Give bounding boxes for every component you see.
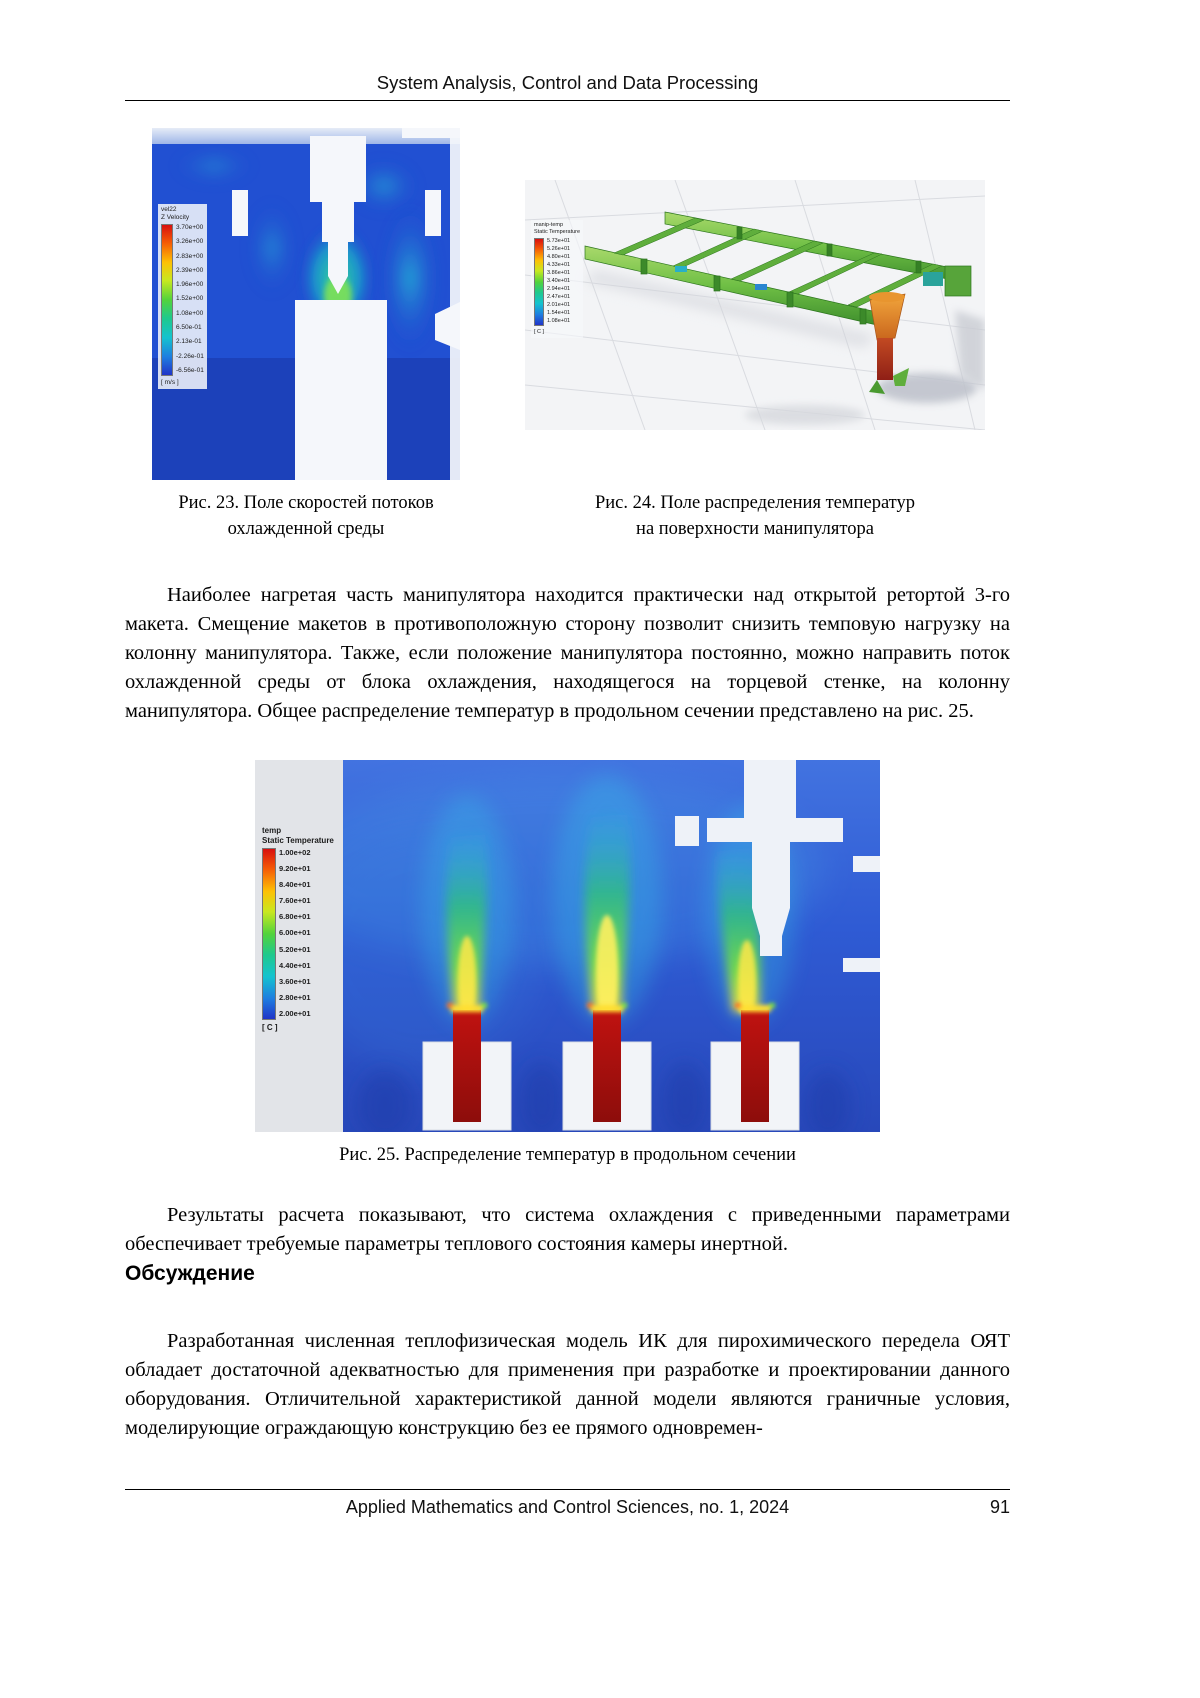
figure-24-manipulator-temperature xyxy=(525,180,985,430)
fig23-legend xyxy=(158,204,207,389)
legend-subtitle: Static Temperature xyxy=(534,229,581,235)
figure-23-velocity-field xyxy=(152,128,460,480)
color-bar xyxy=(534,238,544,326)
caption-line: Рис. 24. Поле распределения температур xyxy=(594,493,916,513)
legend-value: 2.47e+01 xyxy=(547,294,571,300)
color-bar xyxy=(161,224,173,376)
legend-value: 1.08e+01 xyxy=(547,318,571,324)
figure-24-caption xyxy=(525,490,985,542)
running-footer xyxy=(125,1497,1010,1518)
legend-values xyxy=(279,848,311,1018)
legend-value: 2.00e+01 xyxy=(279,1008,311,1018)
legend-value: 6.80e+01 xyxy=(279,912,311,922)
legend-value: 1.54e+01 xyxy=(547,310,571,316)
figure-25-temperature-section xyxy=(255,760,880,1132)
journal-title: Applied Mathematics and Control Sciences, no. 1, 2024 xyxy=(345,1497,790,1517)
legend-value: 2.13e-01 xyxy=(176,338,202,346)
figure-23-caption xyxy=(152,490,460,542)
legend-value: 2.01e+01 xyxy=(547,302,571,308)
legend-values xyxy=(547,238,570,324)
legend-value: 1.08e+00 xyxy=(176,309,204,317)
color-bar xyxy=(262,848,276,1020)
temperature-section-svg xyxy=(255,760,880,1132)
legend-value: 1.00e+02 xyxy=(279,848,311,857)
legend-subtitle: Z Velocity xyxy=(161,214,190,221)
legend-unit: [ C ] xyxy=(534,329,545,335)
legend-title: temp xyxy=(262,826,282,835)
paragraph: Результаты расчета показывают, что система охлаждения с приведенными параметрами обеспечивает требуемые параметры теплового состояния камеры инертной. xyxy=(125,1203,1010,1255)
legend-value: 9.20e+01 xyxy=(279,864,311,874)
legend-subtitle: Static Temperature xyxy=(262,836,334,845)
legend-value: 5.26e+01 xyxy=(547,246,571,252)
legend-values xyxy=(176,224,204,374)
caption-line: Рис. 23. Поле скоростей потоков xyxy=(178,493,434,513)
legend-value: 5.73e+01 xyxy=(547,238,571,244)
legend-value: 8.40e+01 xyxy=(279,880,311,890)
legend-value: 1.96e+00 xyxy=(176,281,204,289)
caption-line: на поверхности манипулятора xyxy=(636,519,874,539)
legend-title: manip-temp xyxy=(534,222,564,228)
manipulator-3d-svg xyxy=(525,180,985,430)
discussion-heading: Обсуждение xyxy=(125,1262,255,1285)
legend-value: 3.70e+00 xyxy=(176,224,204,231)
legend-value: 2.83e+00 xyxy=(176,252,204,260)
page-number: 91 xyxy=(989,1497,1010,1517)
caption-line: охлажденной среды xyxy=(227,519,385,539)
legend-value: -2.26e-01 xyxy=(176,352,204,360)
legend-value: -6.56e-01 xyxy=(176,366,204,374)
legend-value: 3.40e+01 xyxy=(547,278,571,284)
header-rule xyxy=(125,100,1010,101)
legend-value: 6.00e+01 xyxy=(279,928,311,938)
fig25-legend xyxy=(259,824,337,1035)
legend-value: 2.94e+01 xyxy=(547,286,571,292)
footer-rule xyxy=(125,1489,1010,1490)
legend-value: 3.26e+00 xyxy=(176,238,204,246)
legend-unit: [ m/s ] xyxy=(161,379,179,386)
legend-value: 1.52e+00 xyxy=(176,295,204,303)
running-header: System Analysis, Control and Data Processing xyxy=(376,72,759,93)
legend-value: 2.39e+00 xyxy=(176,266,204,274)
legend-value: 5.20e+01 xyxy=(279,944,311,954)
legend-value: 3.60e+01 xyxy=(279,976,311,986)
legend-value: 4.80e+01 xyxy=(547,254,571,260)
thermal-plumes xyxy=(421,775,795,1025)
paragraph: Наиболее нагретая часть манипулятора находится практически над открытой ретортой 3-го макета. Смещение макетов в противоположную сторону позволит снизить темповую нагрузку на колонну манипулятора. Также, если положение манипулятора постоянно, можно направить поток охлажденной среды от блока охлаждения, находящегося на торцевой стенке, на колонну манипулятора. Общее распределение температур в продольном сечении представлено на рис. 25. xyxy=(125,583,1010,722)
legend-unit: [ C ] xyxy=(262,1023,278,1032)
legend-value: 2.80e+01 xyxy=(279,992,311,1002)
fig24-legend xyxy=(531,220,583,338)
legend-title: vel22 xyxy=(161,206,177,213)
legend-value: 4.33e+01 xyxy=(547,262,571,268)
legend-value: 6.50e-01 xyxy=(176,324,202,332)
legend-value: 7.60e+01 xyxy=(279,896,311,906)
figure-25-caption: Рис. 25. Распределение температур в продольном сечении xyxy=(339,1145,796,1165)
paragraph: Разработанная численная теплофизическая модель ИК для пирохимического передела ОЯТ обладает достаточной адекватностью для применения при разработке и проектировании данного оборудования. Отличительной характеристикой данной модели являются граничные условия, моделирующие ограждающую конструкцию без ее прямого одновремен- xyxy=(125,1329,1010,1439)
legend-value: 3.86e+01 xyxy=(547,270,571,276)
legend-value: 4.40e+01 xyxy=(279,960,311,970)
